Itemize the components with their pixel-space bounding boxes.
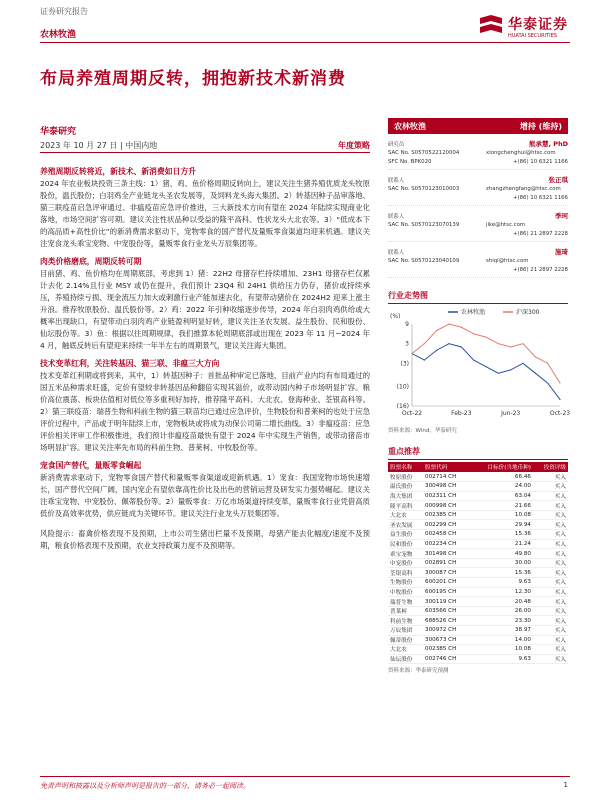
table-row (388, 606, 568, 616)
date-separator: | (119, 141, 126, 150)
analyst-card (388, 134, 568, 170)
analyst-card (388, 242, 568, 278)
stock-rating: 买入 (533, 491, 568, 501)
x-tick-label: Jun-23 (501, 410, 521, 417)
analyst-card (388, 206, 568, 242)
stock-rating: 买入 (533, 510, 568, 520)
stock-code: 002385 CH (423, 645, 470, 655)
stock-name: 大北农 (388, 645, 423, 655)
stock-price: 21.24 (470, 539, 533, 549)
col-header: 股票代码 (423, 462, 470, 472)
report-type: 证券研究报告 (40, 7, 88, 16)
data-point-1 (436, 330, 437, 331)
data-point-0 (473, 359, 474, 360)
stock-rating: 买入 (533, 539, 568, 549)
data-point-1 (510, 346, 511, 347)
section-heading: 宠食国产替代，量贩零食崛起 (40, 461, 142, 470)
analyst-tel: +(86) 21 2897 2228 (512, 231, 568, 237)
stock-code: 002234 CH (423, 539, 470, 549)
chart-title: 行业走势图 (388, 290, 568, 304)
analyst-email[interactable]: xiongchenghui@htsc.com (486, 150, 556, 156)
section-heading: 养殖周期反转将近，新技术、新消费如日方升 (40, 167, 196, 176)
section-body: 目前猪、鸡、鱼价格均在周期底部，考虑到 1）猪：22H2 母猪存栏持续增加、23H1 母猪存栏仅累计去化 2.14%且行业 MSY 或仍在提升，我们预计 23Q4 和 24H1 供给压力仍存，猪价或持续承压，养殖持续亏损、现金流压力加大或刺激行业产能加速去化，有望带动猪价在 2024H2 迎来上涨主升浪。推荐牧原股份、温氏股份等。2）鸡：2022 年引种收缩逐步传导，2024 年白羽肉鸡供给或大概率出现缺口，有望带动白羽肉鸡产业链盈利明显好转，建议关注圣农发展、益生股份、民和股份、仙坛股份等。3）鱼：根据以往周期规律，我们推算本轮周期底部或出现在 2023 年 11 月~2024 年 4 月，触底反转后有望迎来持续一年半左右的周期景气，建议关注海大集团。 (40, 269, 370, 350)
stock-price: 9.63 (470, 578, 533, 588)
stock-code: 600195 CH (423, 587, 470, 597)
stock-name: 生物股份 (388, 578, 423, 588)
stock-rating: 买入 (533, 501, 568, 511)
stock-name: 科前生物 (388, 616, 423, 626)
stock-rating: 买入 (533, 587, 568, 597)
data-point-0 (559, 399, 560, 400)
data-point-1 (411, 353, 412, 354)
stock-name: 万辰集团 (388, 626, 423, 636)
series-line-1 (412, 324, 560, 383)
stock-code: 300087 CH (423, 568, 470, 578)
stock-code: 300498 CH (423, 482, 470, 492)
stock-rating: 买入 (533, 472, 568, 482)
analyst-tel: +(86) 10 6321 1166 (512, 195, 568, 201)
stock-code: 002714 CH (423, 472, 470, 482)
report-date: 2023 年 10 月 27 日 (40, 141, 118, 150)
col-header: 目标价(当地币种) (470, 462, 533, 472)
table-row (388, 578, 568, 588)
stock-price: 26.00 (470, 606, 533, 616)
date-divider (40, 152, 370, 153)
stock-name: 圣农发展 (388, 520, 423, 530)
stock-name: 仙坛股份 (388, 654, 423, 664)
stock-name: 海大集团 (388, 491, 423, 501)
stock-rating: 买入 (533, 530, 568, 540)
stock-price: 15.36 (470, 568, 533, 578)
stock-price: 30.00 (470, 558, 533, 568)
data-point-1 (559, 382, 560, 383)
table-row (388, 539, 568, 549)
stock-name: 牧原股份 (388, 472, 423, 482)
stock-rating: 买入 (533, 654, 568, 664)
data-point-0 (436, 350, 437, 351)
data-point-1 (424, 343, 425, 344)
table-row (388, 491, 568, 501)
analyst-sac: SAC No. S0570123010003 (388, 186, 460, 192)
stock-code: 002299 CH (423, 520, 470, 530)
industry-trend-chart (388, 304, 571, 424)
stock-code: 300119 CH (423, 597, 470, 607)
stock-price: 49.80 (470, 549, 533, 559)
stock-price: 24.00 (470, 482, 533, 492)
analyst-email[interactable]: shiqi@htsc.com (486, 258, 529, 264)
author-label: 华泰研究 (40, 127, 77, 137)
table-row (388, 616, 568, 626)
sector-tag: 农林牧渔 (40, 30, 77, 40)
rating-bar (388, 118, 568, 134)
analyst-name: 张正琪 (548, 176, 568, 184)
chart-source: 资料来源：Wind，华泰研究 (388, 428, 457, 434)
stock-price: 15.36 (470, 530, 533, 540)
date-line (40, 140, 370, 151)
stock-price: 21.66 (470, 501, 533, 511)
stock-code: 300673 CH (423, 635, 470, 645)
data-point-1 (535, 356, 536, 357)
table-row (388, 472, 568, 482)
stock-rating: 买入 (533, 606, 568, 616)
table-row (388, 558, 568, 568)
data-point-1 (448, 323, 449, 324)
stock-code: 002746 CH (423, 654, 470, 664)
x-tick-label: Oct-23 (549, 410, 571, 417)
disclaimer: 免责声明和披露以及分析师声明是报告的一部分，请务必一起阅读。 (40, 782, 250, 790)
stock-code: 002385 CH (423, 510, 470, 520)
logo-cn: 华泰证券 (508, 17, 568, 33)
stock-name: 民和股份 (388, 539, 423, 549)
stock-price: 10.08 (470, 510, 533, 520)
section-body: 技术变革红利期或将到来，其中，1）转基因种子：首批品种审定已落地，目前产业内均有布局通过的国五米品种需求旺盛，定价有望较非转基因品种翻倍实现其溢价，或带动国内种子市场明显扩容。粮价高位震荡、板块估值相对低位等多重利好加持，推荐隆平高科、大北农、登海种业、荃银高科等。2）猫三联疫苗：瑞普生物和科前生物的猫三联苗均已通过应急评价，生物股份和普莱柯的也处于应急评价过程中，产品或于明年陆续上市，宠物板块或将成为动保公司第二增长曲线。3）非瘟疫苗：应急评价相关评审工作积极推进，我们预计非瘟疫苗最快有望于 2024 年中实现生产销售，或带动猪苗市场明显扩容。建议关注率先布局的科前生物、普莱柯、中牧股份等。 (40, 371, 370, 452)
header-divider (40, 42, 570, 43)
y-tick-label: 9 (405, 321, 409, 328)
analyst-sac: SAC No. S0570522120004 (388, 150, 460, 156)
stock-price: 20.48 (470, 597, 533, 607)
stock-price: 63.04 (470, 491, 533, 501)
analyst-role: 联系人 (388, 250, 405, 256)
stock-price: 12.30 (470, 587, 533, 597)
stock-name: 温氏股份 (388, 482, 423, 492)
stock-code: 002458 CH (423, 530, 470, 540)
stock-rating: 买入 (533, 578, 568, 588)
sidebar (388, 118, 571, 675)
col-header: 股票名称 (388, 462, 423, 472)
stock-price: 38.97 (470, 626, 533, 636)
y-tick-label: (10) (396, 383, 409, 391)
analyst-name: 熊承慧, PhD (528, 140, 568, 148)
stock-rating: 买入 (533, 558, 568, 568)
stock-price: 29.94 (470, 520, 533, 530)
table-header-row (388, 462, 568, 472)
huatai-logo (478, 12, 568, 46)
risk-warning: 风险提示：畜禽价格表现不及预期，上市公司生猪出栏量不及预期，母猪产能去化幅度/速度不及预期，粮食价格表现不及预期，农业支持政策力度不及预期等。 (40, 529, 370, 550)
stock-code: 300972 CH (423, 626, 470, 636)
data-point-0 (424, 359, 425, 360)
chart-svg (388, 304, 571, 424)
table-row (388, 587, 568, 597)
analyst-tel: +(86) 10 6321 1166 (512, 159, 568, 165)
data-point-1 (547, 363, 548, 364)
stock-code: 000998 CH (423, 501, 470, 511)
table-row (388, 635, 568, 645)
analyst-name: 施琦 (555, 248, 568, 256)
data-point-0 (448, 343, 449, 344)
huatai-logo-icon (478, 14, 504, 38)
data-point-0 (510, 369, 511, 370)
report-title: 布局养殖周期反转，拥抱新技术新消费 (40, 69, 346, 89)
stock-code: 688526 CH (423, 616, 470, 626)
stock-rating: 买入 (533, 645, 568, 655)
logo-en: HUATAI SECURITIES (508, 33, 557, 39)
stock-rating: 买入 (533, 616, 568, 626)
table-row (388, 645, 568, 655)
stock-code: 002891 CH (423, 558, 470, 568)
analyst-tel: +(86) 21 2897 2228 (512, 267, 568, 273)
data-point-0 (522, 363, 523, 364)
data-point-0 (485, 366, 486, 367)
stock-name: 佩蒂股份 (388, 635, 423, 645)
data-point-0 (461, 346, 462, 347)
stock-name: 益生股份 (388, 530, 423, 540)
stock-code: 002311 CH (423, 491, 470, 501)
x-tick-label: Oct-22 (401, 410, 423, 417)
y-tick-label: 3 (405, 340, 409, 348)
table-row (388, 549, 568, 559)
stock-price: 14.00 (470, 635, 533, 645)
analyst-sfc: SFC No. BPK020 (388, 159, 432, 165)
recommendation-table (388, 462, 568, 664)
report-region: 中国内地 (125, 141, 158, 150)
report-body (40, 160, 370, 552)
analyst-name: 季珂 (555, 212, 568, 220)
stock-name: 乖宝宠物 (388, 549, 423, 559)
stock-code: 600201 CH (423, 578, 470, 588)
rating-sector: 农林牧渔 (394, 121, 426, 131)
table-row (388, 501, 568, 511)
stock-price: 23.30 (470, 616, 533, 626)
section-body: 2024 年农业板块投资三条主线：1）猪、鸡、鱼价格周期反转向上，建议关注生猪养殖优质龙头牧原股份，温氏股份；白羽鸡全产业链龙头圣农发展等，及饲料龙头海大集团。2）转基因种子品审落地、猫三联疫苗启急评审通过、非瘟疫苗应急评价推进，三大新技术方向有望在 2024 年陆续实现商业化落地，市场空间扩容可期。建议关注性状品种以受益的隆平高科、性状龙头大北农等。3）“低成本下的高品质+高性价比”的新消费需求驱动下，宠物零食的国产替代及量贩零食渠道均迎来机遇。建议关注宠食龙头乖宝宠物、中宠股份等，量贩零食行业龙头万辰集团等。 (40, 179, 370, 248)
table-row (388, 530, 568, 540)
data-point-1 (522, 343, 523, 344)
analyst-sac: SAC No. S0570123040109 (388, 258, 460, 264)
stock-rating: 买入 (533, 549, 568, 559)
data-point-1 (473, 333, 474, 334)
table-row (388, 482, 568, 492)
analyst-email[interactable]: jike@htsc.com (486, 222, 526, 228)
table-title: 重点推荐 (388, 446, 568, 460)
analyst-list (388, 134, 568, 278)
stock-name: 大北农 (388, 510, 423, 520)
footer-divider (40, 776, 570, 777)
stock-rating: 买入 (533, 568, 568, 578)
data-point-0 (535, 373, 536, 374)
stock-price: 9.63 (470, 654, 533, 664)
table-row (388, 626, 568, 636)
analyst-email[interactable]: zhangzhengfang@htsc.com (486, 186, 561, 192)
stock-name: 荃银高科 (388, 568, 423, 578)
report-kind: 年度策略 (338, 141, 370, 150)
table-row (388, 510, 568, 520)
legend-label: 沪深300 (516, 309, 540, 316)
stock-price: 66.46 (470, 472, 533, 482)
stock-code: 301498 CH (423, 549, 470, 559)
data-point-1 (498, 343, 499, 344)
data-point-0 (498, 373, 499, 374)
analyst-role: 研究员 (388, 142, 405, 148)
stock-code: 603566 CH (423, 606, 470, 616)
section-body: 新消费需求驱动下，宠物零食国产替代和量贩零食渠道或迎新机遇。1）宠食：我国宠物市场快速增长，国产替代空间广阔，国内宠企有望依靠高性价比及出色的营销运营及研发实力强势崛起。建议关注乖宝宠物、中宠股份、佩蒂股份等。2）量贩零食：万亿市场渠道持续变革，量贩零食行业凭借高质低价及高效率优势，供应链成为关键环节。建议关注行业龙头万辰集团等。 (40, 473, 370, 518)
table-source: 资料来源：华泰研究预测 (388, 668, 449, 675)
stock-rating: 买入 (533, 597, 568, 607)
y-tick-label: (16) (396, 403, 409, 410)
y-axis-label: (%) (390, 313, 401, 320)
page-number: 1 (563, 781, 568, 789)
series-line-0 (412, 344, 560, 400)
stock-rating: 买入 (533, 482, 568, 492)
analyst-card (388, 170, 568, 206)
stock-name: 隆平高科 (388, 501, 423, 511)
table-row (388, 568, 568, 578)
y-tick-label: (3) (400, 360, 409, 368)
analyst-role: 联系人 (388, 178, 405, 184)
legend-label: 农林牧渔 (461, 309, 486, 316)
analyst-role: 联系人 (388, 214, 405, 220)
data-point-0 (547, 382, 548, 383)
analyst-sac: SAC No. S0570123070139 (388, 222, 460, 228)
stock-rating: 买入 (533, 520, 568, 530)
section-heading: 技术变革红利，关注转基因、猫三联、非瘟三大方向 (40, 359, 220, 368)
section-heading: 肉类价格磨底，周期反转可期 (40, 257, 142, 266)
stock-name: 中牧股份 (388, 587, 423, 597)
stock-name: 普莱柯 (388, 606, 423, 616)
col-header: 投资评级 (533, 462, 568, 472)
stock-name: 瑞普生物 (388, 597, 423, 607)
data-point-1 (485, 337, 486, 338)
stock-rating: 买入 (533, 626, 568, 636)
data-point-1 (461, 327, 462, 328)
stock-rating: 买入 (533, 635, 568, 645)
table-row (388, 654, 568, 664)
stock-price: 10.08 (470, 645, 533, 655)
stock-name: 中宠股份 (388, 558, 423, 568)
x-tick-label: Feb-23 (451, 410, 472, 417)
table-row (388, 597, 568, 607)
rating-value: 增持 (维持) (519, 121, 562, 131)
table-row (388, 520, 568, 530)
